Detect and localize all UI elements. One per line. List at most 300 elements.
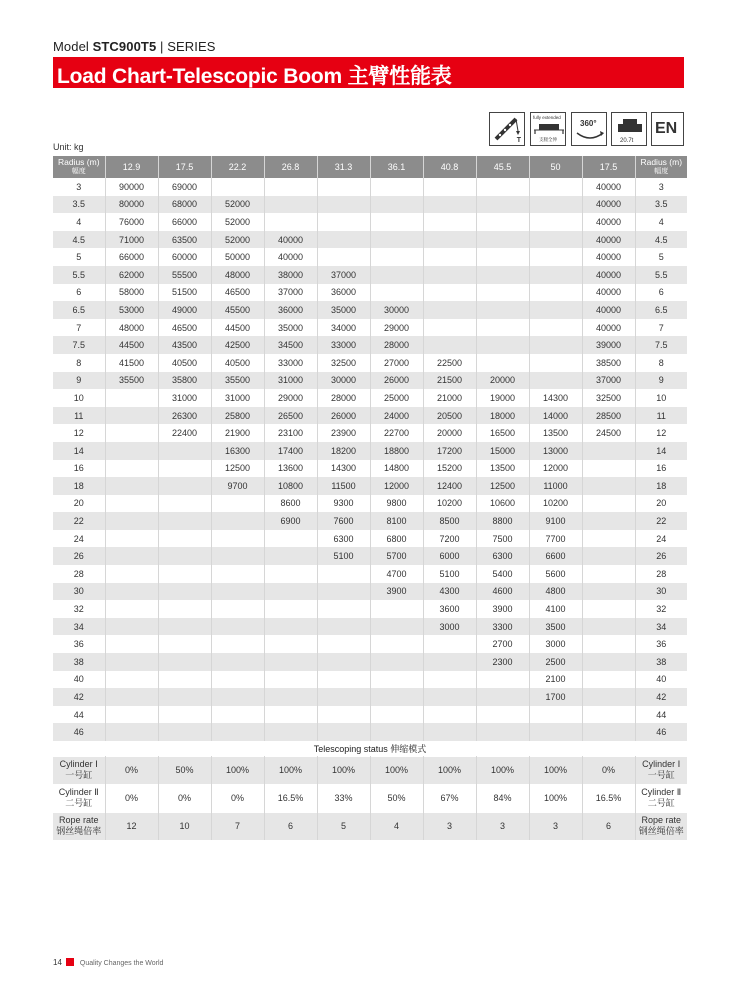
load-cell: 71000 [105,231,158,249]
load-cell [264,618,317,636]
load-cell: 26300 [158,407,211,425]
row-label [635,784,687,812]
table-row [53,266,687,284]
load-cell [529,178,582,196]
load-cell [158,723,211,741]
load-cell [476,266,529,284]
load-cell [264,547,317,565]
load-cell: 55500 [158,266,211,284]
load-cell: 12500 [211,460,264,478]
load-cell [158,600,211,618]
load-cell [582,460,635,478]
radius-cell: 4 [635,213,687,231]
load-cell: 69000 [158,178,211,196]
radius-cell: 5.5 [53,266,105,284]
load-cell [105,671,158,689]
load-cell [158,495,211,513]
load-cell: 23100 [264,424,317,442]
table-row [53,424,687,442]
load-cell [476,231,529,249]
load-cell: 4600 [476,583,529,601]
load-cell: 2100 [529,671,582,689]
counterweight-label: 20.7t [620,138,634,144]
load-cell: 35000 [317,301,370,319]
load-cell: 13500 [476,460,529,478]
load-cell [370,723,423,741]
table-row [53,178,687,196]
load-cell [158,583,211,601]
load-cell [582,565,635,583]
load-cell [264,583,317,601]
outrigger-top-label: fully extended [533,115,561,120]
load-cell: 63500 [158,231,211,249]
radius-cell: 24 [635,530,687,548]
boom-icon-label: T [516,137,521,144]
row-label-en: Rope rate [58,815,99,826]
load-cell: 33000 [317,336,370,354]
load-cell [370,284,423,302]
load-cell: 20000 [476,372,529,390]
load-cell [317,688,370,706]
load-cell: 21000 [423,389,476,407]
load-cell: 6300 [317,530,370,548]
load-cell: 40000 [264,248,317,266]
load-cell [476,723,529,741]
unit-label: Unit: kg [53,142,84,152]
load-cell: 7600 [317,512,370,530]
load-cell: 62000 [105,266,158,284]
boom-length-header: 22.2 [211,156,264,178]
table-row [53,301,687,319]
load-cell: 4700 [370,565,423,583]
table-row [53,231,687,249]
load-cell: 40500 [211,354,264,372]
row-label-cn: 二号缸 [647,798,675,808]
row-value: 0% [105,784,158,812]
row-value: 3 [529,812,582,840]
load-cell [529,196,582,214]
load-cell: 12000 [529,460,582,478]
load-cell [370,231,423,249]
table-row [53,706,687,724]
load-cell [476,319,529,337]
row-value: 0% [211,784,264,812]
load-cell: 60000 [158,248,211,266]
telescoping-status-row [53,741,687,756]
load-cell [264,213,317,231]
table-row [53,600,687,618]
load-cell: 32500 [317,354,370,372]
row-label-en: Cylinder Ⅱ [58,787,99,797]
load-cell: 38000 [264,266,317,284]
footer-slogan: Quality Changes the World [79,960,164,967]
load-cell: 17200 [423,442,476,460]
load-cell: 40000 [582,231,635,249]
row-value: 100% [317,756,370,784]
load-cell: 49000 [158,301,211,319]
load-cell [264,653,317,671]
load-cell [105,635,158,653]
table-row [53,477,687,495]
load-cell [476,248,529,266]
load-cell [264,178,317,196]
radius-cell: 5 [53,248,105,266]
model-prefix: Model [53,39,93,54]
load-cell: 76000 [105,213,158,231]
row-label-en: Cylinder Ⅰ [59,759,98,769]
load-cell: 14000 [529,407,582,425]
load-cell: 12400 [423,477,476,495]
radius-cell: 7.5 [53,336,105,354]
load-cell [317,706,370,724]
row-label [53,756,105,784]
load-cell: 4300 [423,583,476,601]
row-value: 5 [317,812,370,840]
load-cell: 40000 [582,266,635,284]
load-cell [317,653,370,671]
radius-cell: 3.5 [635,196,687,214]
load-cell: 36000 [264,301,317,319]
load-cell [317,600,370,618]
page-title: Load Chart-Telescopic Boom 主臂性能表 [57,65,452,88]
load-cell: 28000 [317,389,370,407]
load-cell: 2300 [476,653,529,671]
table-row [53,618,687,636]
load-cell [211,600,264,618]
brand-square-icon [66,958,74,966]
load-cell [476,196,529,214]
load-cell: 5100 [317,547,370,565]
load-cell: 39000 [582,336,635,354]
load-cell: 3900 [476,600,529,618]
load-cell [158,653,211,671]
load-cell: 13500 [529,424,582,442]
radius-header-cn: 幅度 [654,168,669,175]
radius-cell: 40 [53,671,105,689]
radius-cell: 26 [635,547,687,565]
table-row [53,284,687,302]
row-value: 0% [105,756,158,784]
load-cell: 29000 [264,389,317,407]
load-cell [105,706,158,724]
load-cell: 3000 [423,618,476,636]
load-cell [423,336,476,354]
load-cell: 51500 [158,284,211,302]
load-cell [529,301,582,319]
row-label-cn: 一号缸 [647,770,675,780]
row-value: 33% [317,784,370,812]
table-row [53,671,687,689]
radius-cell: 11 [635,407,687,425]
radius-cell: 32 [53,600,105,618]
load-cell: 35500 [211,372,264,390]
load-cell [423,178,476,196]
load-cell: 3500 [529,618,582,636]
load-cell: 34500 [264,336,317,354]
load-cell: 15000 [476,442,529,460]
load-cell: 8600 [264,495,317,513]
load-cell: 52000 [211,231,264,249]
load-cell [158,442,211,460]
load-cell [158,706,211,724]
load-cell: 27000 [370,354,423,372]
load-cell: 30000 [370,301,423,319]
load-cell [529,336,582,354]
load-cell [529,372,582,390]
load-cell [423,196,476,214]
radius-cell: 26 [53,547,105,565]
load-cell: 36000 [317,284,370,302]
load-cell [476,213,529,231]
table-row [53,407,687,425]
radius-cell: 42 [53,688,105,706]
radius-cell: 11 [53,407,105,425]
telescoping-status: Telescoping status 伸缩模式 [53,741,687,756]
radius-cell: 6.5 [53,301,105,319]
load-cell [211,706,264,724]
load-cell [582,547,635,565]
load-cell [158,565,211,583]
load-cell [476,354,529,372]
load-cell: 48000 [105,319,158,337]
radius-cell: 7 [53,319,105,337]
load-cell: 24500 [582,424,635,442]
boom-length-header: 17.5 [582,156,635,178]
load-cell [476,336,529,354]
row-value: 16.5% [264,784,317,812]
load-cell: 26500 [264,407,317,425]
load-cell: 31000 [211,389,264,407]
load-cell [105,583,158,601]
rotation-label: 360° [580,119,597,128]
outrigger-bottom-label: 支腿全伸 [539,137,557,142]
load-cell [264,635,317,653]
load-cell [105,424,158,442]
load-cell [211,530,264,548]
load-cell: 9300 [317,495,370,513]
load-cell [211,178,264,196]
load-cell: 28500 [582,407,635,425]
radius-cell: 6 [635,284,687,302]
load-cell [423,213,476,231]
load-cell: 18200 [317,442,370,460]
page-footer [53,958,163,967]
load-cell [582,495,635,513]
load-cell: 26000 [317,407,370,425]
radius-cell: 36 [635,635,687,653]
load-cell: 12500 [476,477,529,495]
load-cell [317,213,370,231]
load-cell: 35800 [158,372,211,390]
table-row [53,442,687,460]
load-cell [211,671,264,689]
radius-cell: 8 [53,354,105,372]
load-cell: 46500 [211,284,264,302]
load-cell [423,706,476,724]
load-cell [423,248,476,266]
radius-cell: 6 [53,284,105,302]
load-cell: 29000 [370,319,423,337]
radius-header-text: Radius (m) [640,157,683,167]
radius-cell: 3 [53,178,105,196]
load-cell: 13600 [264,460,317,478]
load-cell: 48000 [211,266,264,284]
load-cell: 90000 [105,178,158,196]
row-label-cn: 钢丝绳倍率 [56,826,102,837]
radius-header-text: Radius (m) [57,157,100,167]
load-cell: 31000 [158,389,211,407]
table-row [53,688,687,706]
load-cell: 10200 [529,495,582,513]
load-cell: 38500 [582,354,635,372]
load-cell [423,688,476,706]
load-cell [582,723,635,741]
load-cell [317,196,370,214]
load-cell [158,618,211,636]
load-cell: 6600 [529,547,582,565]
boom-length-header: 45.5 [476,156,529,178]
load-cell: 14300 [529,389,582,407]
radius-cell: 28 [53,565,105,583]
load-cell: 5100 [423,565,476,583]
load-cell [158,688,211,706]
load-cell: 9100 [529,512,582,530]
title-bar [53,57,684,88]
load-cell [476,301,529,319]
table-row [53,248,687,266]
load-cell: 28000 [370,336,423,354]
radius-cell: 32 [635,600,687,618]
load-cell [370,600,423,618]
load-cell: 37000 [264,284,317,302]
load-cell [317,583,370,601]
load-cell [317,178,370,196]
load-cell [370,706,423,724]
load-cell: 26000 [370,372,423,390]
load-cell [370,618,423,636]
load-cell [105,460,158,478]
load-cell: 52000 [211,196,264,214]
load-cell [476,688,529,706]
load-cell [317,618,370,636]
load-cell: 6900 [264,512,317,530]
row-label-en: Rope rate [641,815,682,826]
load-cell: 7500 [476,530,529,548]
load-cell: 43500 [158,336,211,354]
load-cell: 22700 [370,424,423,442]
cylinder-1-row [53,756,687,784]
row-value: 10 [158,812,211,840]
row-label-en: Cylinder Ⅱ [641,787,682,797]
load-cell: 5400 [476,565,529,583]
radius-cell: 5.5 [635,266,687,284]
load-cell: 14800 [370,460,423,478]
model-line [53,39,215,54]
load-cell [105,688,158,706]
load-cell [105,653,158,671]
row-value: 6 [582,812,635,840]
load-cell: 13000 [529,442,582,460]
load-cell: 52000 [211,213,264,231]
radius-cell: 38 [53,653,105,671]
load-cell [158,477,211,495]
load-cell [476,284,529,302]
load-cell: 53000 [105,301,158,319]
row-value: 3 [423,812,476,840]
row-value: 100% [423,756,476,784]
load-cell: 41500 [105,354,158,372]
load-cell [158,671,211,689]
radius-cell: 4.5 [53,231,105,249]
radius-cell: 18 [53,477,105,495]
load-cell: 35500 [105,372,158,390]
load-cell [476,178,529,196]
outrigger-extended-icon [532,122,566,136]
table-row [53,530,687,548]
table-row [53,196,687,214]
load-cell: 8800 [476,512,529,530]
load-cell [370,266,423,284]
load-cell: 16500 [476,424,529,442]
load-cell [105,723,158,741]
radius-cell: 18 [635,477,687,495]
load-cell [582,706,635,724]
row-value: 0% [158,784,211,812]
load-cell [370,635,423,653]
table-row [53,372,687,390]
load-cell: 32500 [582,389,635,407]
load-cell [105,512,158,530]
row-value: 67% [423,784,476,812]
load-cell [529,266,582,284]
load-cell: 3000 [529,635,582,653]
row-value: 3 [476,812,529,840]
load-cell: 12000 [370,477,423,495]
load-cell: 42500 [211,336,264,354]
boom-config-icon [489,112,525,146]
load-cell [423,653,476,671]
load-cell [264,671,317,689]
load-cell [582,635,635,653]
load-cell: 44500 [211,319,264,337]
radius-cell: 46 [635,723,687,741]
row-label-cn: 钢丝绳倍率 [638,826,684,837]
load-cell: 6300 [476,547,529,565]
load-cell: 66000 [105,248,158,266]
radius-cell: 34 [53,618,105,636]
load-cell [105,442,158,460]
load-cell: 44500 [105,336,158,354]
row-value: 0% [582,756,635,784]
row-label-cn: 二号缸 [65,798,93,808]
load-cell: 21500 [423,372,476,390]
load-cell: 6800 [370,530,423,548]
radius-cell: 7.5 [635,336,687,354]
row-value: 100% [264,756,317,784]
load-cell: 37000 [582,372,635,390]
row-value: 16.5% [582,784,635,812]
load-cell [264,600,317,618]
load-cell: 37000 [317,266,370,284]
load-cell: 80000 [105,196,158,214]
load-cell: 66000 [158,213,211,231]
rotation-arrow-icon [573,129,607,143]
load-cell [264,688,317,706]
counterweight-icon [613,116,647,136]
load-cell [582,442,635,460]
radius-cell: 9 [635,372,687,390]
load-cell: 4800 [529,583,582,601]
